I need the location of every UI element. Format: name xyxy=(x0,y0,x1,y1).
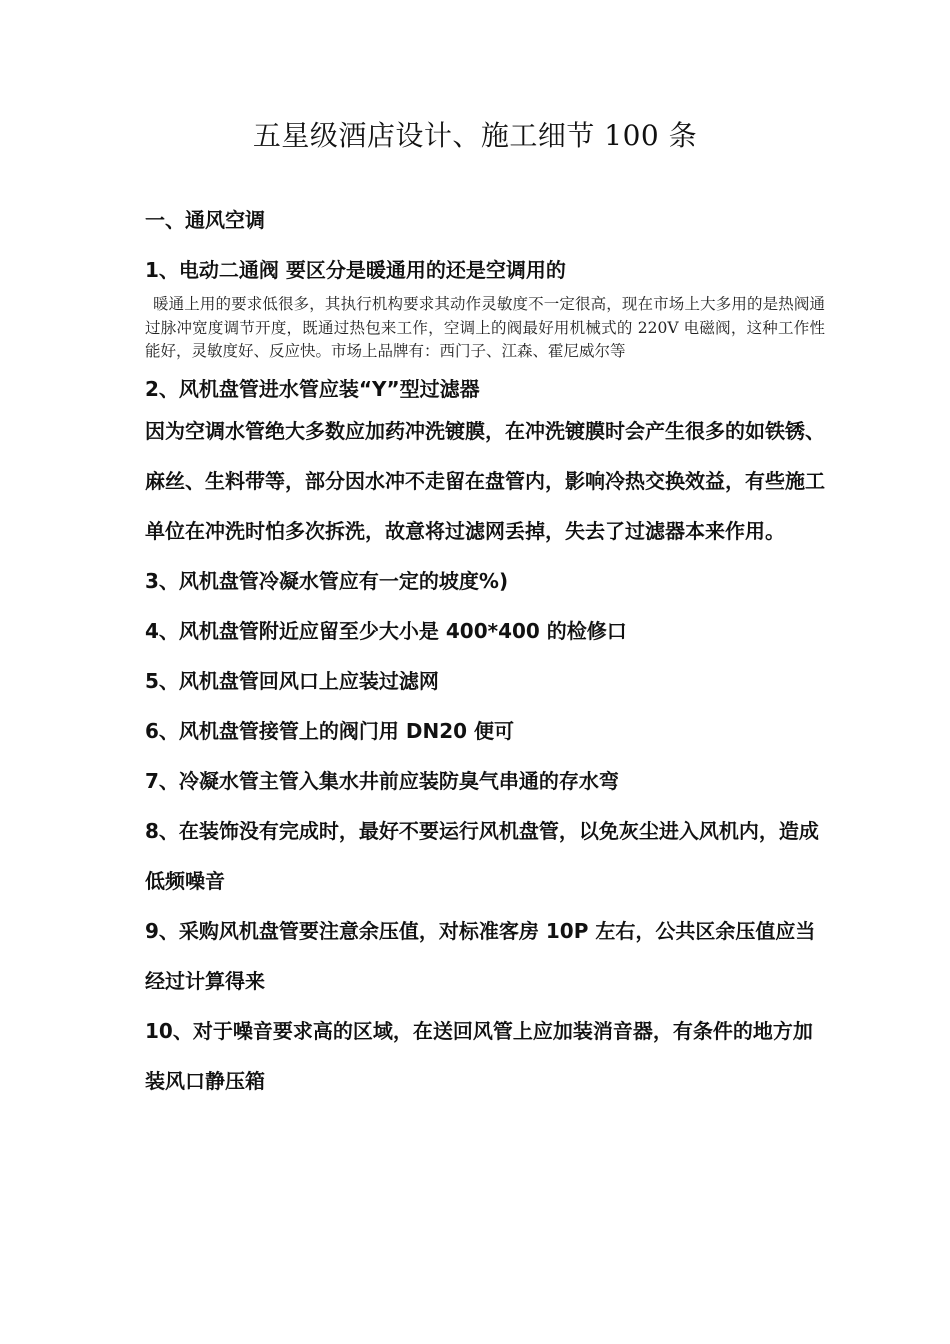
list-item: 7、冷凝水管主管入集水井前应装防臭气串通的存水弯 xyxy=(145,768,619,793)
item-title-1: 1、电动二通阀 要区分是暖通用的还是空调用的 xyxy=(145,258,566,282)
list-item: 8、在装饰没有完成时，最好不要运行风机盘管，以免灰尘进入风机内，造成低频噪音 xyxy=(145,818,819,893)
list-item: 3、风机盘管冷凝水管应有一定的坡度%) xyxy=(145,568,509,593)
document-body xyxy=(145,203,825,1106)
item-description-2: 因为空调水管绝大多数应加药冲洗镀膜，在冲洗镀膜时会产生很多的如铁锈、麻丝、生料带等，部分因水冲不走留在盘管内，影响冷热交换效益，有些施工单位在冲洗时怕多次拆洗，故意将过滤网丢掉，失去了过滤器本来作用。 xyxy=(145,418,825,543)
item-description-1: 暖通上用的要求低很多，其执行机构要求其动作灵敏度不一定很高，现在市场上大多用的是热阀通过脉冲宽度调节开度，既通过热包来工作，空调上的阀最好用机械式的 220V 电磁阀，这种工作性能好，灵敏度好、反应快。市场上品牌有：西门子、江森、霍尼威尔等 xyxy=(145,295,825,360)
list-item: 9、采购风机盘管要注意余压值，对标准客房 10P 左右，公共区余压值应当经过计算得来 xyxy=(145,918,816,993)
section-heading: 一、通风空调 xyxy=(145,208,265,232)
list-item: 10、对于噪音要求高的区域，在送回风管上应加装消音器，有条件的地方加装风口静压箱 xyxy=(145,1018,813,1093)
list-item: 5、风机盘管回风口上应装过滤网 xyxy=(145,668,439,693)
item-title-2: 2、风机盘管进水管应装“Y”型过滤器 xyxy=(145,376,480,401)
list-item: 4、风机盘管附近应留至少大小是 400*400 的检修口 xyxy=(145,618,627,643)
document-title: 五星级酒店设计、施工细节 100 条 xyxy=(252,118,698,152)
list-item: 6、风机盘管接管上的阀门用 DN20 便可 xyxy=(145,718,515,743)
item-list xyxy=(145,556,825,1106)
